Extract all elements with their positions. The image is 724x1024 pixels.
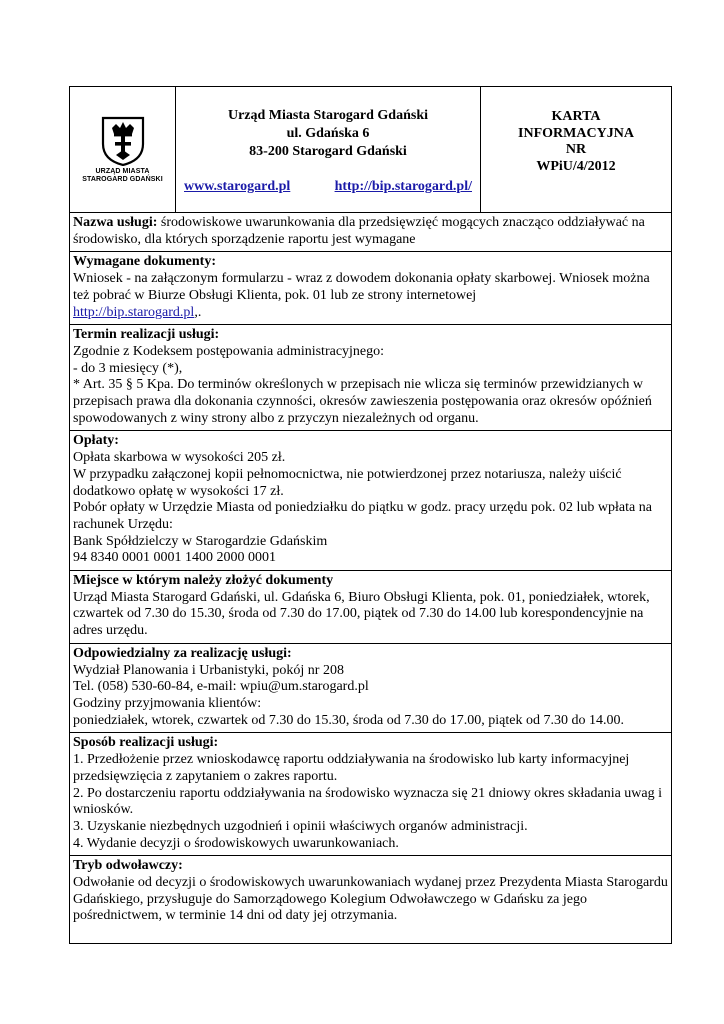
responsible-title: Odpowiedzialny za realizację usługi: [73, 645, 292, 661]
fees-section [70, 431, 671, 571]
card-title-line1: KARTA [551, 109, 601, 124]
fees-line: Pobór opłaty w Urzędzie Miasta od poniedziałku do piątku w godz. pracy urzędu pok. 02 lub wpłata na rachunek Urzędu: [73, 500, 652, 532]
required-documents-text: Wniosek - na załączonym formularzu - wraz z dowodem dokonania opłaty skarbowej. Wniosek można też pobrać w Biurze Obsługi Klienta, pok. 01 lub ze strony internetowej [73, 271, 650, 303]
office-address-cell [176, 87, 481, 212]
method-section [70, 733, 671, 856]
fees-line: Bank Spółdzielczy w Starogardzie Gdańskim [73, 533, 328, 549]
responsible-line: Godziny przyjmowania klientów: [73, 695, 262, 711]
method-step: 2. Po dostarczeniu raportu oddziaływania na środowisko wyznacza się 21 dniowy okres składania uwag i wniosków. [73, 785, 663, 818]
deadline-section [70, 325, 671, 431]
logo-text [82, 168, 163, 184]
card-number-cell [481, 87, 671, 212]
information-card [69, 86, 672, 944]
responsible-line: Wydział Planowania i Urbanistyki, pokój nr 208 [73, 662, 344, 678]
required-documents-title: Wymagane dokumenty: [73, 254, 216, 270]
required-documents-section [70, 252, 671, 325]
appeal-title: Tryb odwoławczy: [73, 858, 183, 874]
website-link[interactable]: www.starogard.pl [184, 179, 291, 194]
card-title-line3: NR [565, 142, 587, 157]
logo-line2: STAROGARD GDAŃSKI [82, 175, 163, 183]
submission-place-text: Urząd Miasta Starogard Gdański, ul. Gdańska 6, Biuro Obsługi Klienta, pok. 01, poniedziałek, wtorek, czwartek od 7.30 do 15.30, środa od 7.30 do 17.00, piątek od 7.30 do 14.00 lub korespondencyjnie na adres urzędu. [73, 589, 650, 639]
logo-cell [70, 87, 176, 212]
fees-line: 94 8340 0001 0001 1400 2000 0001 [73, 550, 276, 566]
card-number: WPiU/4/2012 [536, 158, 616, 174]
responsible-line: Tel. (058) 530-60-84, e-mail: wpiu@um.starogard.pl [73, 679, 369, 695]
required-documents-suffix: ,. [194, 304, 202, 320]
submission-place-title: Miejsce w którym należy złożyć dokumenty [73, 573, 334, 589]
service-name-title: Nazwa usługi: [73, 215, 158, 230]
card-title-line2: INFORMACYJNA [518, 125, 634, 141]
bip-link[interactable]: http://bip.starogard.pl/ [334, 179, 472, 194]
method-step: 3. Uzyskanie niezbędnych uzgodnień i opinii właściwych organów administracji. [73, 818, 528, 834]
deadline-title: Termin realizacji usługi: [73, 327, 220, 343]
service-name-section [70, 213, 671, 252]
office-city: 83-200 Starogard Gdański [249, 144, 407, 159]
deadline-line: - do 3 miesięcy (*), [73, 360, 183, 376]
appeal-section [70, 856, 671, 943]
deadline-line: * Art. 35 § 5 Kpa. Do terminów określonych w przepisach nie wlicza się terminów przewidzianych w przepisach prawa dla dokonania czynności, okresów zawieszenia postępowania oraz okresów opóźnień spowodowanych z winy strony albo z przyczyn niezależnych od organu. [73, 377, 652, 426]
bip-documents-link[interactable]: http://bip.starogard.pl [73, 304, 195, 320]
logo-line1: URZĄD MIASTA [95, 167, 150, 175]
deadline-line: Zgodnie z Kodeksem postępowania administracyjnego: [73, 343, 385, 359]
method-step: 4. Wydanie decyzji o środowiskowych uwarunkowaniach. [73, 835, 399, 851]
fees-line: Opłata skarbowa w wysokości 205 zł. [73, 450, 286, 466]
service-name-text: środowiskowe uwarunkowania dla przedsięwzięć mogących znacząco oddziaływać na środowisko, dla których sporządzenie raportu jest wymagane [73, 215, 645, 247]
office-street: ul. Gdańska 6 [286, 126, 370, 141]
method-title: Sposób realizacji usługi: [73, 735, 219, 751]
card-header [70, 87, 671, 213]
responsible-line: poniedziałek, wtorek, czwartek od 7.30 do 15.30, środa od 7.30 do 17.00, piątek od 7.30 do 14.00. [73, 712, 624, 728]
responsible-section [70, 644, 671, 734]
city-crest-icon [101, 116, 145, 166]
fees-line: W przypadku załączonej kopii pełnomocnictwa, nie potwierdzonej przez notariusza, należy uiścić dodatkowo opłatę w wysokości 17 zł. [73, 466, 622, 499]
method-step: 1. Przedłożenie przez wnioskodawcę raportu oddziaływania na środowisko lub karty informacyjnej przedsięwzięcia z zapytaniem o zakres raportu. [73, 752, 630, 784]
fees-title: Opłaty: [73, 433, 119, 449]
submission-place-section [70, 571, 671, 644]
office-name: Urząd Miasta Starogard Gdański [227, 108, 429, 123]
appeal-text: Odwołanie od decyzji o środowiskowych uwarunkowaniach wydanej przez Prezydenta Miasta Starogardu Gdańskiego, przysługuje do Samorządowego Kolegium Odwoławczego w Gdańsku za jego pośrednictwem, w terminie 14 dni od daty jej otrzymania. [73, 875, 668, 924]
